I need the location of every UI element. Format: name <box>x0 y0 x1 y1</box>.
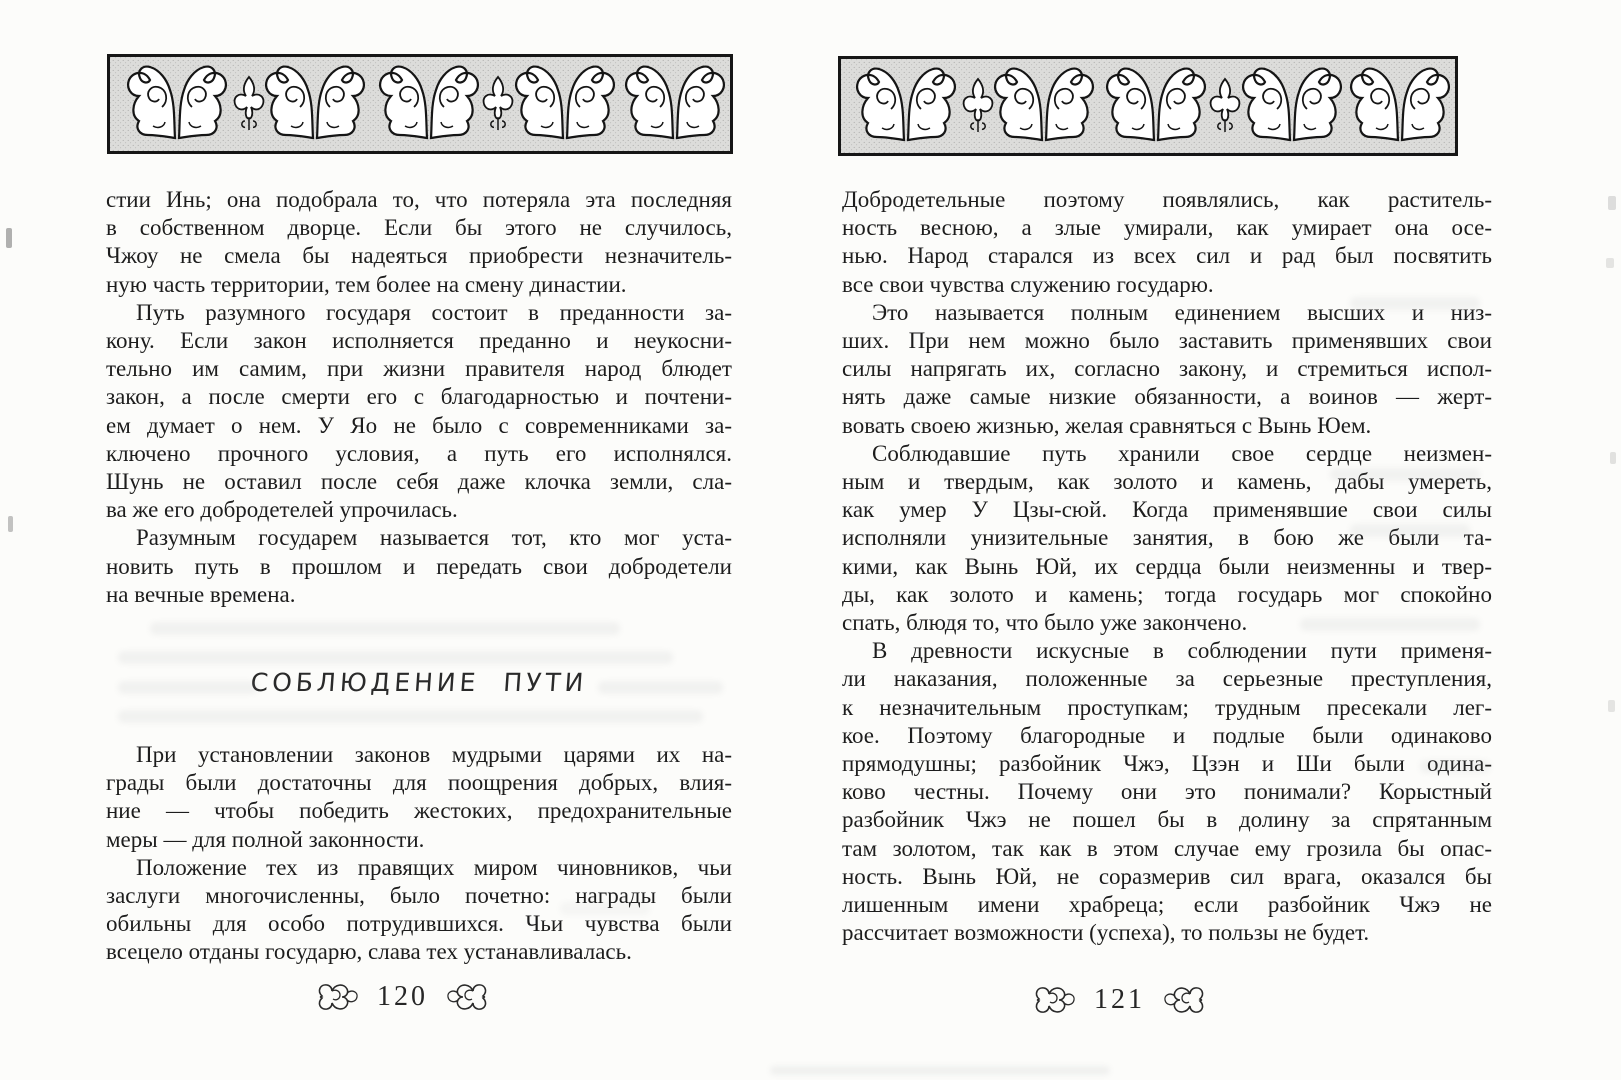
show-through-artifact <box>118 681 258 694</box>
text-line: кое. Поэтому благородные и подлые были одинаково <box>842 722 1492 748</box>
left-page-body-text <box>106 186 732 967</box>
text-line: Путь разумного государя состоит в преданности за- <box>136 299 732 325</box>
text-line: ние — чтобы победить жестоких, предохранительные <box>106 798 732 824</box>
text-line: ным и твердым, как золото и камень, дабы умереть, <box>842 469 1492 495</box>
text-line: лишенным имени храбреца; если разбойник Чжэ не <box>842 892 1492 918</box>
text-line: в собственном дворце. Если бы этого не случилось, <box>106 215 732 241</box>
text-line: Положение тех из правящих миром чиновников, чьи <box>136 854 732 880</box>
text-line: заслуги многочисленны, было почетно: награды были <box>106 883 732 909</box>
fleuron-icon <box>444 980 489 1014</box>
scan-edge-artifact <box>1608 700 1615 712</box>
text-line: Это называется полным единением высших и низ- <box>872 299 1492 325</box>
text-line: вовать своею жизнью, желая сравняться с Вынь Юем. <box>842 412 1372 438</box>
fleuron-icon <box>1033 983 1078 1017</box>
text-line: ключено прочного условия, а путь его исполнялся. <box>106 440 732 466</box>
scan-edge-artifact <box>1610 452 1616 464</box>
text-line: ем думает о нем. У Яо не было с современниками за- <box>106 412 732 438</box>
text-line: разбойник Чжэ не пошел бы в долину за спрятанным <box>842 807 1492 833</box>
show-through-artifact <box>1350 297 1480 310</box>
scan-edge-artifact <box>1608 196 1616 210</box>
show-through-artifact <box>1330 468 1480 481</box>
show-through-artifact <box>1300 618 1480 631</box>
text-line: Соблюдавшие путь хранили свое сердце неизмен- <box>872 440 1492 466</box>
ornamental-frieze-right <box>838 56 1458 156</box>
scan-edge-artifact <box>1606 258 1614 268</box>
show-through-artifact <box>118 651 673 664</box>
left-page-footer <box>316 980 489 1014</box>
text-line: стии Инь; она подобрала то, что потеряла эта последняя <box>106 187 732 212</box>
show-through-artifact <box>150 622 620 635</box>
text-line: ва же его добродетелей упрочилась. <box>106 497 458 523</box>
text-line: все свои чувства служению государю. <box>842 271 1214 297</box>
fleuron-icon <box>316 980 361 1014</box>
text-line: нью. Народ старался из всех сил и рад был посвятить <box>842 243 1492 269</box>
text-line: грады были достаточны для поощрения добрых, влия- <box>106 770 732 796</box>
text-line: исполняли унизительные занятия, в бою же были та- <box>842 525 1492 551</box>
show-through-artifact <box>560 902 650 915</box>
text-line: ли наказания, положенные за серьезные преступления, <box>842 666 1492 692</box>
text-line: рассчитает возможности (успеха), то пользы не будет. <box>842 920 1370 946</box>
text-line: ших. При нем можно было заставить применявших свои <box>842 328 1492 354</box>
section-heading: СОБЛЮДЕНИЕ ПУТИ <box>249 668 589 698</box>
text-line: к незначительным проступкам; трудным пресекали лег- <box>842 694 1492 720</box>
scan-edge-artifact <box>770 1066 1110 1075</box>
text-line: ную часть территории, тем более на смену династии. <box>106 271 627 297</box>
text-line: ность весною, а злые умирали, как умирает она осе- <box>842 215 1492 241</box>
show-through-artifact <box>1350 524 1470 537</box>
text-line: новить путь в прошлом и передать свои добродетели <box>106 553 732 579</box>
show-through-artifact <box>598 681 723 694</box>
text-line: спать, блюдя то, что было уже закончено. <box>842 610 1248 636</box>
right-page-footer <box>1033 983 1206 1017</box>
show-through-artifact <box>1420 760 1490 773</box>
text-line: прямодушны; разбойник Чжэ, Цзэн и Ши были одина- <box>842 751 1492 777</box>
text-line: ково честны. Почему они это понимали? Корыстный <box>842 779 1492 805</box>
text-line: ность. Вынь Юй, не соразмерив сил врага, оказался бы <box>842 863 1492 889</box>
text-line: на вечные времена. <box>106 581 296 607</box>
show-through-artifact <box>118 710 703 723</box>
scan-edge-artifact <box>6 228 12 248</box>
text-line: ды, как золото и камень; тогда государь мог спокойно <box>842 581 1492 607</box>
text-line: обильны для особо потрудившихся. Чьи чувства были <box>106 911 732 937</box>
text-line: Шунь не оставил после себя даже клочка земли, сла- <box>106 469 732 495</box>
text-line: Разумным государем называется тот, кто мог уста- <box>136 525 732 551</box>
text-line: кону. Если закон исполняется преданно и неукосни- <box>106 328 732 354</box>
page-number: 120 <box>377 981 428 1012</box>
text-line: там золотом, так как в этом случае ему грозила бы опас- <box>842 835 1492 861</box>
left-page-text-lower <box>106 741 732 967</box>
text-line: как умер У Цзы-сюй. Когда применявшие свои силы <box>842 497 1492 523</box>
left-page-text-upper <box>106 186 732 609</box>
text-line: кими, как Вынь Юй, их сердца были неизменны и твер- <box>842 553 1492 579</box>
text-line: В древности искусные в соблюдении пути применя- <box>872 638 1492 664</box>
text-line: меры — для полной законности. <box>106 826 425 852</box>
ornamental-frieze-left <box>107 54 733 154</box>
fleuron-icon <box>1161 983 1206 1017</box>
text-line: Добродетельные поэтому появлялись, как раститель- <box>842 187 1492 212</box>
text-line: нять даже самые низкие обязанности, а воинов — жерт- <box>842 384 1492 410</box>
text-line: закон, а после смерти его с благодарностью и почтени- <box>106 384 732 410</box>
text-line: При установлении законов мудрыми царями их на- <box>136 742 732 768</box>
text-line: тельно им самим, при жизни правителя народ блюдет <box>106 356 732 382</box>
page-number: 121 <box>1094 984 1145 1015</box>
text-line: Чжоу не смела бы надеяться приобрести незначитель- <box>106 243 732 269</box>
text-line: всецело отданы государю, слава тех устанавливалась. <box>106 939 632 965</box>
scan-edge-artifact <box>8 516 13 532</box>
text-line: силы напрягать их, согласно закону, и стремиться испол- <box>842 356 1492 382</box>
